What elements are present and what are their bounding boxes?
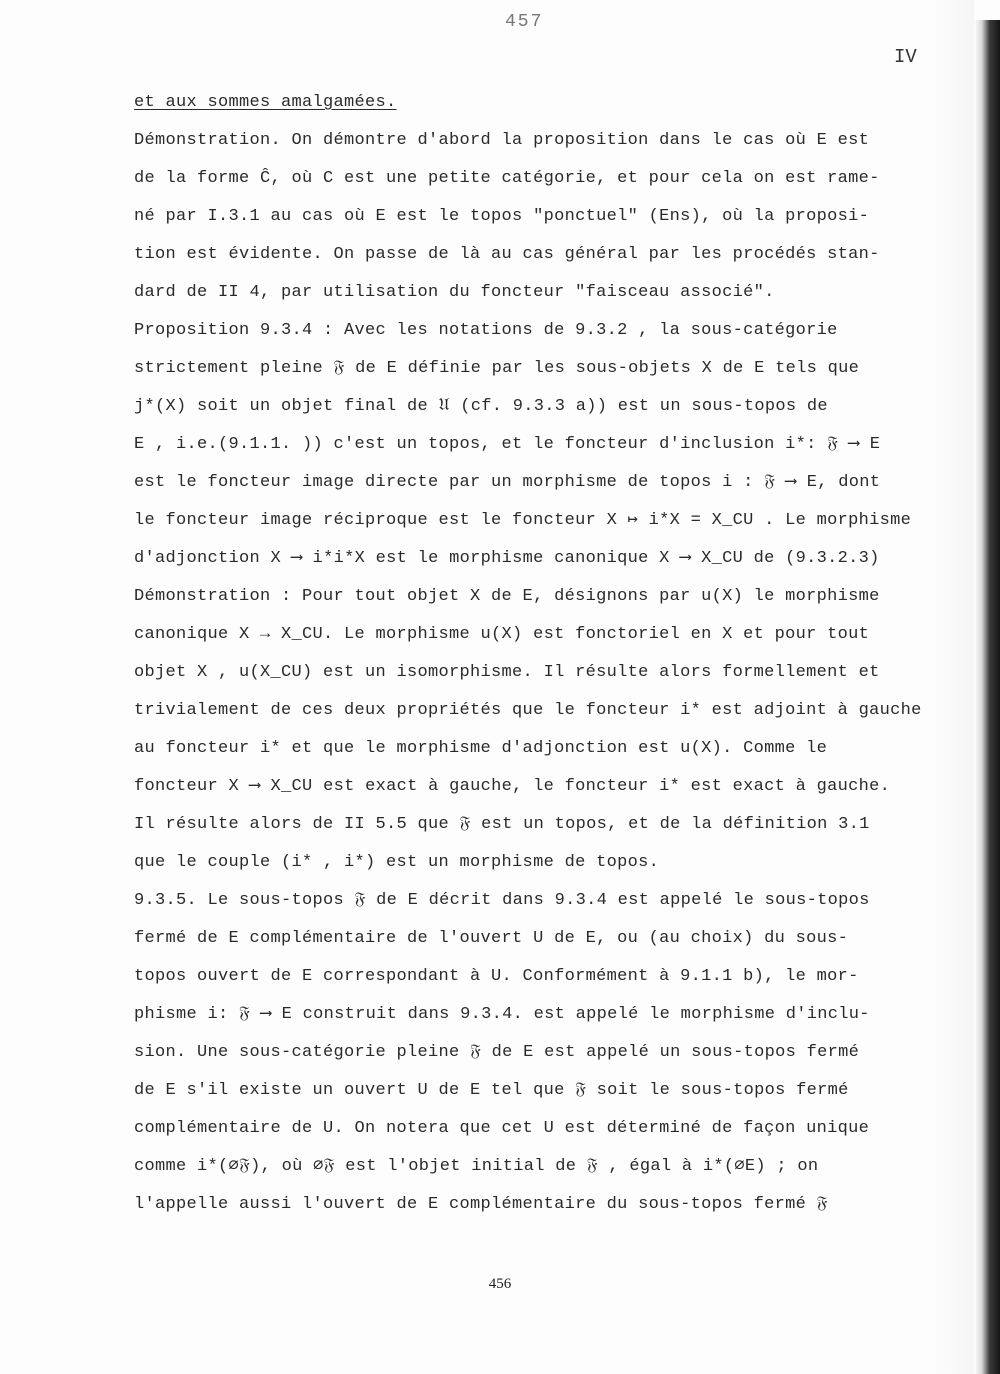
text-line: tion est évidente. On passe de là au cas général par les procédés stan- <box>134 245 880 264</box>
text-line: trivialement de ces deux propriétés que le foncteur i* est adjoint à gauche <box>134 701 922 720</box>
text-line: le foncteur image réciproque est le foncteur X ↦ i*X = X_CU . Le morphisme <box>134 511 912 530</box>
text-line: de la forme Ĉ, où C est une petite catégorie, et pour cela on est rame- <box>134 169 880 188</box>
binding-edge <box>974 20 1000 1374</box>
text-line: objet X , u(X_CU) est un isomorphisme. Il résulte alors formellement et <box>134 663 880 682</box>
binding-shadow <box>934 0 974 1374</box>
text-line: phisme i: 𝔉 ⟶ E construit dans 9.3.4. est appelé le morphisme d'inclu- <box>134 1005 870 1024</box>
text-line: Démonstration. On démontre d'abord la proposition dans le cas où E est <box>134 131 870 150</box>
text-line: complémentaire de U. On notera que cet U est déterminé de façon unique <box>134 1119 870 1138</box>
text-line: est le foncteur image directe par un morphisme de topos i : 𝔉 ⟶ E, dont <box>134 473 881 492</box>
text-line: né par I.3.1 au cas où E est le topos "ponctuel" (Ens), où la proposi- <box>134 207 870 226</box>
text-line: au foncteur i* et que le morphisme d'adjonction est u(X). Comme le <box>134 739 828 758</box>
text-line: Démonstration : Pour tout objet X de E, désignons par u(X) le morphisme <box>134 587 880 606</box>
text-line: sion. Une sous-catégorie pleine 𝔉 de E est appelé un sous-topos fermé <box>134 1043 860 1062</box>
text-line: de E s'il existe un ouvert U de E tel que 𝔉 soit le sous-topos fermé <box>134 1081 849 1100</box>
text-line: l'appelle aussi l'ouvert de E complémentaire du sous-topos fermé 𝔉 <box>134 1195 828 1214</box>
text-line: Il résulte alors de II 5.5 que 𝔉 est un topos, et de la définition 3.1 <box>134 815 870 834</box>
text-line: fermé de E complémentaire de l'ouvert U de E, ou (au choix) du sous- <box>134 929 849 948</box>
text-line: Proposition 9.3.4 : Avec les notations de 9.3.2 , la sous-catégorie <box>134 321 838 340</box>
text-line: que le couple (i* , i*) est un morphisme de topos. <box>134 853 660 872</box>
text-line: foncteur X ⟶ X_CU est exact à gauche, le foncteur i* est exact à gauche. <box>134 777 891 796</box>
text-line: topos ouvert de E correspondant à U. Conformément à 9.1.1 b), le mor- <box>134 967 859 986</box>
body-text <box>134 84 964 1224</box>
text-line: 9.3.5. Le sous-topos 𝔉 de E décrit dans 9.3.4 est appelé le sous-topos <box>134 891 870 910</box>
text-line: j*(X) soit un objet final de 𝔘 (cf. 9.3.3 a)) est un sous-topos de <box>134 397 828 416</box>
page-number: 456 <box>488 1276 512 1292</box>
text-line: comme i*(∅𝔉), où ∅𝔉 est l'objet initial de 𝔉 , égal à i*(∅E) ; on <box>134 1157 819 1176</box>
top-page-mark: 457 <box>505 12 544 32</box>
text-line: E , i.e.(9.1.1. )) c'est un topos, et le foncteur d'inclusion i*: 𝔉 ⟶ E <box>134 435 881 454</box>
text-line: et aux sommes amalgamées. <box>134 93 397 112</box>
chapter-number: IV <box>894 46 917 68</box>
text-line: d'adjonction X ⟶ i*i*X est le morphisme canonique X ⟶ X_CU de (9.3.2.3) <box>134 549 880 568</box>
text-line: dard de II 4, par utilisation du foncteur "faisceau associé". <box>134 283 775 302</box>
text-line: canonique X → X_CU. Le morphisme u(X) est fonctoriel en X et pour tout <box>134 625 870 644</box>
text-line: strictement pleine 𝔉 de E définie par les sous-objets X de E tels que <box>134 359 860 378</box>
